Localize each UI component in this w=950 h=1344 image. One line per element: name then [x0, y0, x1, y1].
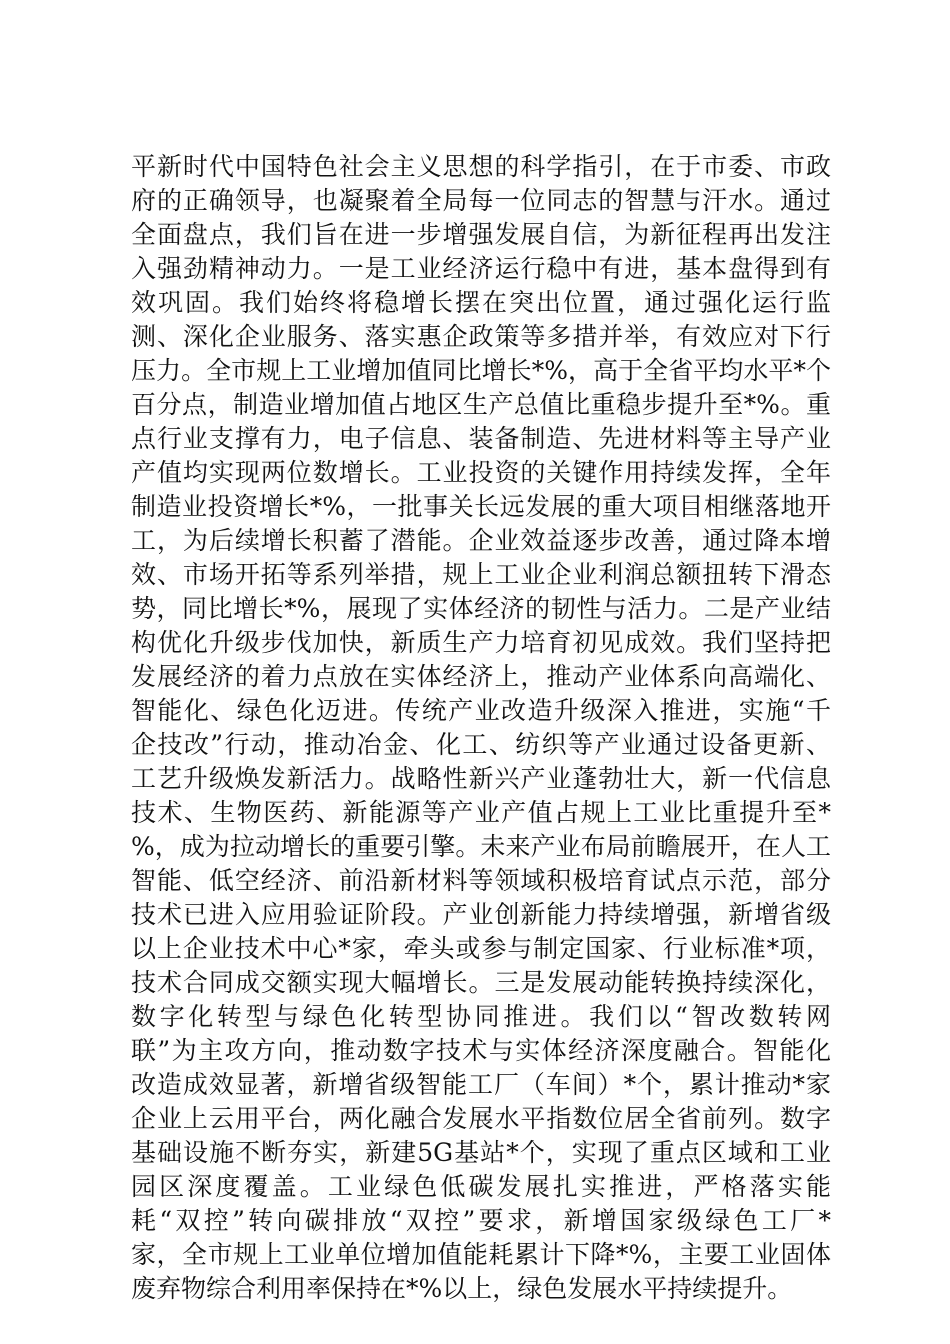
- text-line: 构优化升级步伐加快，新质生产力培育初见成效。我们坚持把: [131, 628, 831, 657]
- text-line: 百分点，制造业增加值占地区生产总值比重稳步提升至*%。重: [131, 390, 831, 419]
- text-line: 效巩固。我们始终将稳增长摆在突出位置，通过强化运行监: [131, 288, 831, 317]
- text-line: 基础设施不断夯实，新建5G基站*个，实现了重点区域和工业: [131, 1138, 831, 1167]
- text-line: 制造业投资增长*%，一批事关长远发展的重大项目相继落地开: [131, 492, 831, 521]
- text-line: 技术已进入应用验证阶段。产业创新能力持续增强，新增省级: [131, 900, 831, 929]
- text-line: 耗“双控”转向碳排放“双控”要求，新增国家级绿色工厂*: [131, 1206, 831, 1235]
- text-line: 效、市场开拓等系列举措，规上工业企业利润总额扭转下滑态: [131, 560, 831, 589]
- text-line: 平新时代中国特色社会主义思想的科学指引，在于市委、市政: [131, 152, 831, 181]
- text-line: 产值均实现两位数增长。工业投资的关键作用持续发挥，全年: [131, 458, 831, 487]
- text-line: 入强劲精神动力。一是工业经济运行稳中有进，基本盘得到有: [131, 254, 831, 283]
- text-line: 府的正确领导，也凝聚着全局每一位同志的智慧与汗水。通过: [131, 186, 831, 215]
- text-line: 家，全市规上工业单位增加值能耗累计下降*%，主要工业固体: [131, 1240, 831, 1269]
- text-line: 全面盘点，我们旨在进一步增强发展自信，为新征程再出发注: [131, 220, 831, 249]
- text-line: 智能化、绿色化迈进。传统产业改造升级深入推进，实施“千: [131, 696, 831, 725]
- text-line: 工，为后续增长积蓄了潜能。企业效益逐步改善，通过降本增: [131, 526, 831, 555]
- text-line: 势，同比增长*%，展现了实体经济的韧性与活力。二是产业结: [131, 594, 831, 623]
- text-line: 企技改”行动，推动冶金、化工、纺织等产业通过设备更新、: [131, 730, 831, 759]
- text-line: 联”为主攻方向，推动数字技术与实体经济深度融合。智能化: [131, 1036, 831, 1065]
- text-line: 技术、生物医药、新能源等产业产值占规上工业比重提升至*: [131, 798, 831, 827]
- text-line: 发展经济的着力点放在实体经济上，推动产业体系向高端化、: [131, 662, 831, 691]
- text-line: 工艺升级焕发新活力。战略性新兴产业蓬勃壮大，新一代信息: [131, 764, 831, 793]
- text-line: 压力。全市规上工业增加值同比增长*%，高于全省平均水平*个: [131, 356, 831, 385]
- text-line: 技术合同成交额实现大幅增长。三是发展动能转换持续深化，: [131, 968, 831, 997]
- text-line: 以上企业技术中心*家，牵头或参与制定国家、行业标准*项，: [131, 934, 831, 963]
- text-line: 点行业支撑有力，电子信息、装备制造、先进材料等主导产业: [131, 424, 831, 453]
- text-line: 改造成效显著，新增省级智能工厂（车间）*个，累计推动*家: [131, 1070, 831, 1099]
- text-line: 测、深化企业服务、落实惠企政策等多措并举，有效应对下行: [131, 322, 831, 351]
- text-line: 智能、低空经济、前沿新材料等领域积极培育试点示范，部分: [131, 866, 831, 895]
- text-line: 数字化转型与绿色化转型协同推进。我们以“智改数转网: [131, 1002, 831, 1031]
- text-line: 废弃物综合利用率保持在*%以上，绿色发展水平持续提升。: [131, 1274, 793, 1303]
- body-paragraph: [131, 150, 831, 1306]
- text-line: %，成为拉动增长的重要引擎。未来产业布局前瞻展开，在人工: [131, 832, 831, 861]
- text-line: 企业上云用平台，两化融合发展水平指数位居全省前列。数字: [131, 1104, 831, 1133]
- text-line: 园区深度覆盖。工业绿色低碳发展扎实推进，严格落实能: [131, 1172, 831, 1201]
